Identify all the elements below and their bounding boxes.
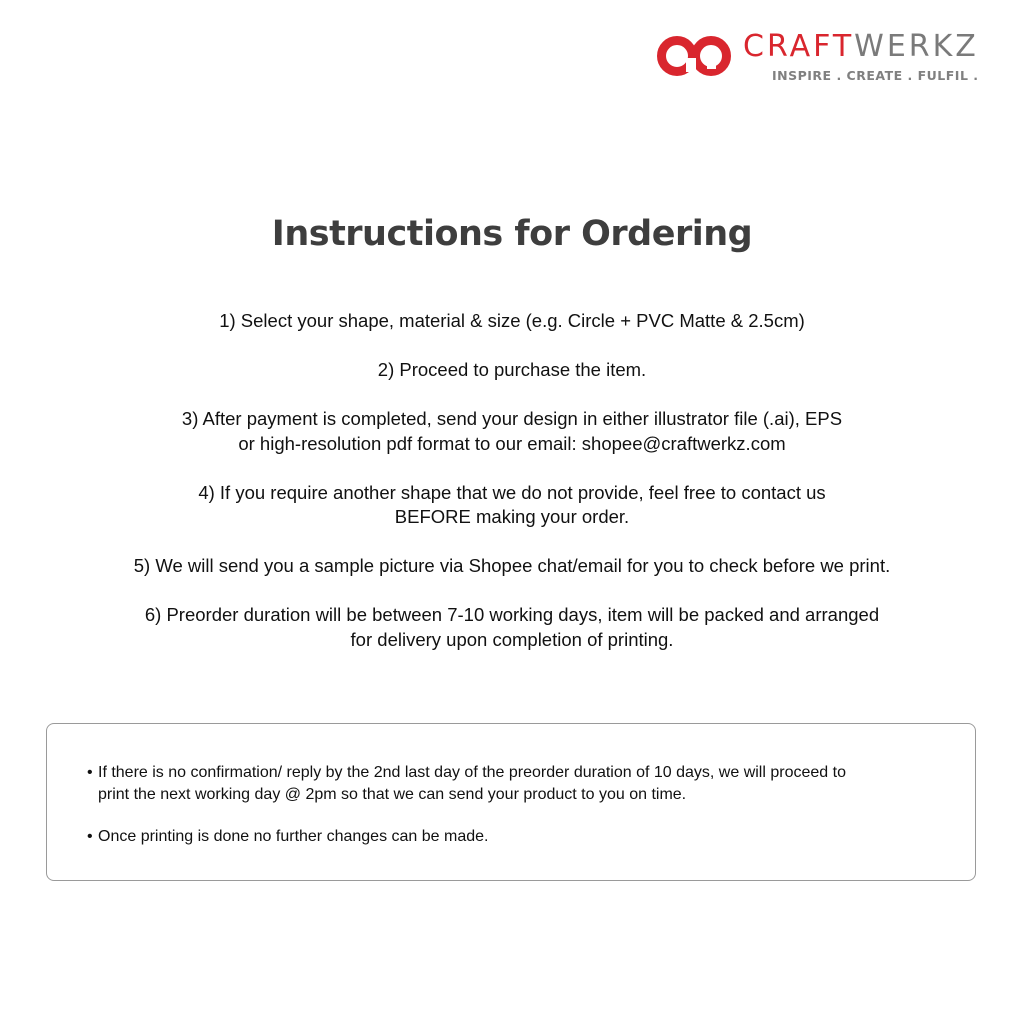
logo-word-craft: CRAFT (743, 29, 855, 64)
note-line: If there is no confirmation/ reply by the 2nd last day of the preorder duration of 10 days, we will proceed to (98, 764, 846, 781)
step-item (0, 554, 1024, 579)
page-title: Instructions for Ordering (271, 214, 753, 254)
step-line: 4) If you require another shape that we do not provide, feel free to contact us (198, 481, 826, 503)
notes-box (46, 723, 976, 881)
step-line: 1) Select your shape, material & size (e.g. Circle + PVC Matte & 2.5cm) (219, 310, 805, 331)
note-item (87, 826, 846, 848)
step-item (0, 603, 1024, 652)
note-line: Once printing is done no further changes can be made. (98, 828, 489, 845)
step-line: BEFORE making your order. (394, 506, 630, 527)
step-item (0, 309, 1024, 334)
step-line: 3) After payment is completed, send your design in either illustrator file (.ai), EPS (181, 408, 843, 429)
bullet-icon: • (87, 764, 93, 781)
logo-wordmark (743, 30, 979, 64)
bullet-icon: • (87, 828, 93, 845)
step-line: 5) We will send you a sample picture via Shopee chat/email for you to check before we print. (133, 555, 891, 576)
note-line: print the next working day @ 2pm so that we can send your product to you on time. (98, 786, 687, 803)
ordering-steps (0, 309, 1024, 677)
step-line: for delivery upon completion of printing. (350, 628, 674, 650)
logo-word-werkz: WERKZ (854, 29, 979, 64)
step-item (0, 481, 1024, 530)
notes-list (87, 762, 846, 868)
step-item (0, 358, 1024, 383)
brand-logo (656, 30, 996, 90)
logo-tagline: INSPIRE . CREATE . FULFIL . (772, 68, 979, 83)
craftwerkz-logo-icon (656, 34, 734, 78)
step-line: 6) Preorder duration will be between 7-10 working days, item will be packed and arranged (144, 604, 880, 625)
step-line: or high-resolution pdf format to our email: shopee@craftwerkz.com (238, 432, 786, 454)
step-item (0, 407, 1024, 456)
step-line: 2) Proceed to purchase the item. (377, 359, 647, 380)
note-item (87, 762, 846, 806)
